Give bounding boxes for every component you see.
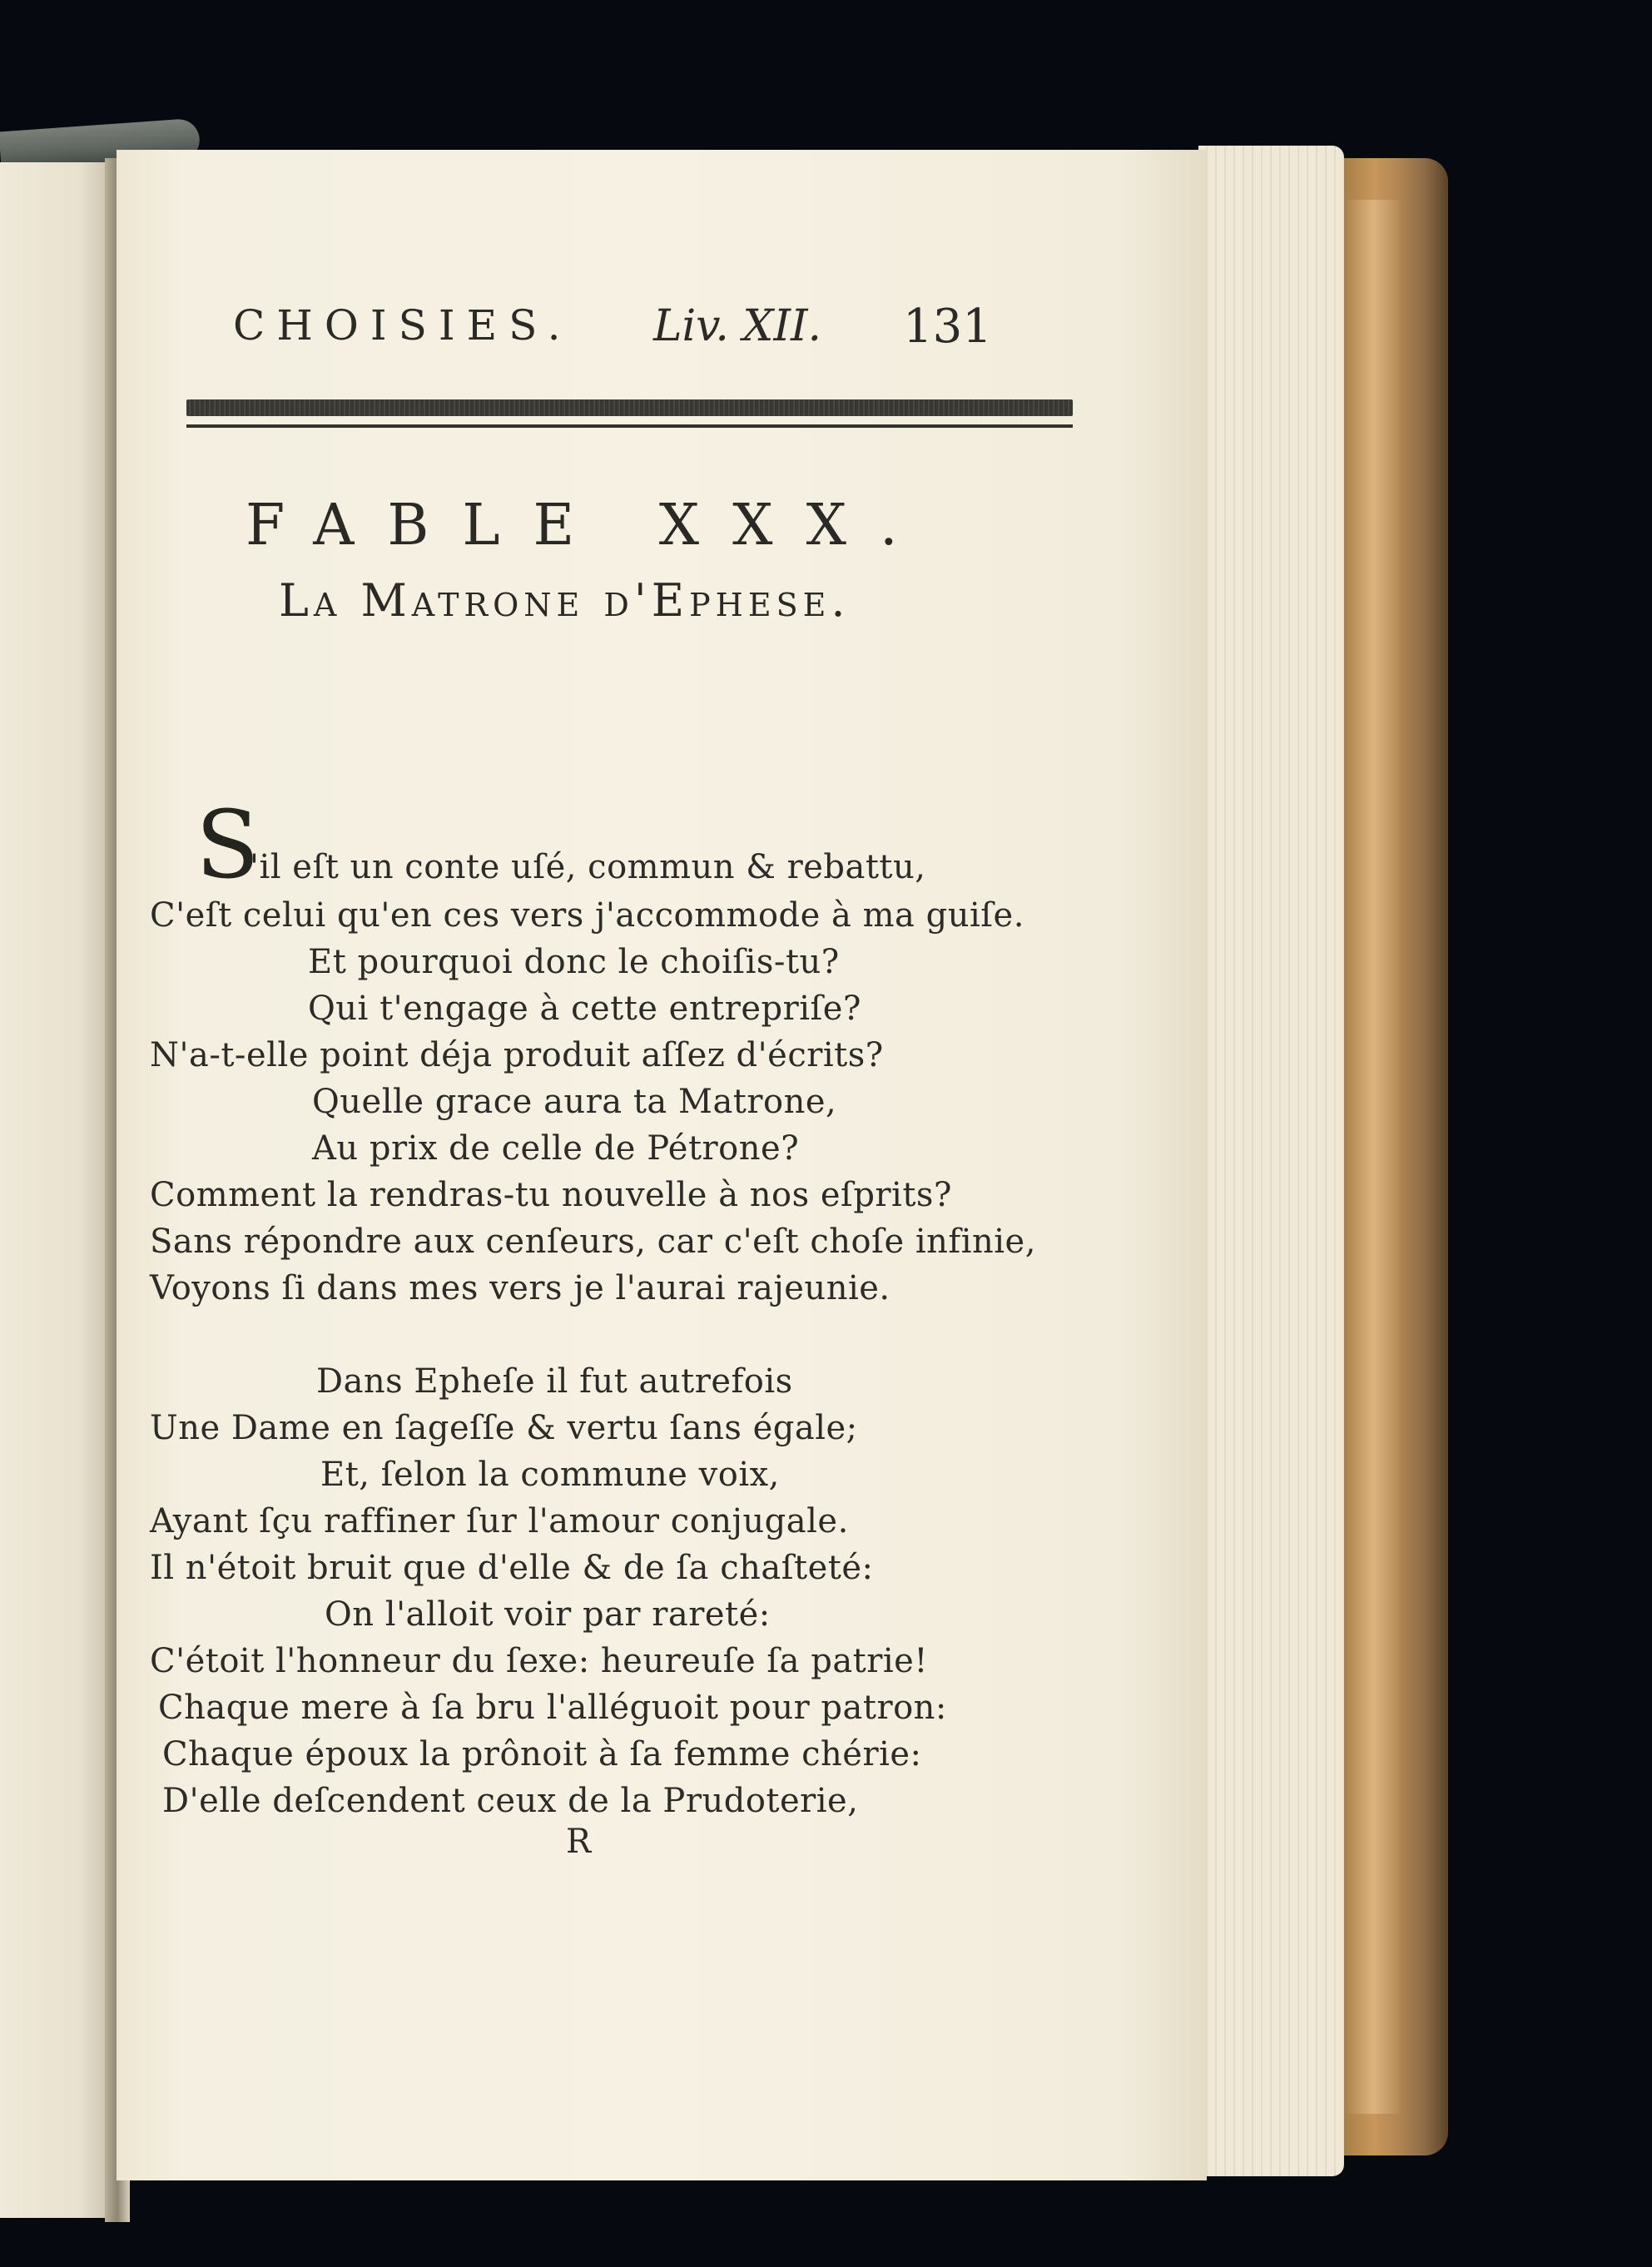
verse-line: Au prix de celle de Pétrone?: [312, 1129, 800, 1168]
verse-line: C'eſt celui qu'en ces vers j'accommode à ma guiſe.: [150, 896, 1024, 935]
verse-line: Ayant ſçu raffiner ſur l'amour conjugale.: [150, 1502, 849, 1540]
verse-line: Qui t'engage à cette entrepriſe?: [308, 990, 861, 1028]
page-number: 131: [903, 300, 992, 354]
fable-heading: FABLE XXX.: [246, 493, 931, 558]
verse-line: Sans répondre aux cenſeurs, car c'eſt choſe infinie,: [150, 1223, 1036, 1261]
verse-line: Et, ſelon la commune voix,: [320, 1456, 780, 1494]
verse-line: Chaque mere à ſa bru l'alléguoit pour patron:: [158, 1689, 947, 1727]
verse-line: On l'alloit voir par rareté:: [325, 1595, 771, 1634]
verse-line: Il n'étoit bruit que d'elle & de ſa chaſteté:: [150, 1549, 874, 1587]
signature-mark: R: [566, 1823, 592, 1861]
ornamental-rule: [186, 399, 1073, 416]
verse-line: Chaque époux la prônoit à ſa femme chérie:: [162, 1735, 922, 1773]
cover-highlight: [1344, 200, 1402, 2114]
running-head-book: Liv. XII.: [653, 301, 822, 351]
verse-line: Une Dame en ſageſſe & vertu ſans égale;: [150, 1409, 858, 1447]
verse-line: Comment la rendras-tu nouvelle à nos eſprits?: [150, 1176, 952, 1214]
left-page-edge: [0, 162, 115, 2218]
verse-line: 'il eſt un conte uſé, commun & rebattu,: [250, 848, 926, 886]
book-page: [117, 150, 1207, 2180]
drop-cap: S: [196, 791, 260, 900]
verse-line: Et pourquoi donc le choiſis-tu?: [308, 943, 840, 981]
thin-rule: [186, 424, 1073, 428]
verse-line: Quelle grace aura ta Matrone,: [312, 1083, 837, 1121]
verse-line: C'étoit l'honneur du ſexe: heureuſe ſa patrie!: [150, 1642, 928, 1680]
page-stack-edge: [1198, 146, 1344, 2176]
verse-line: N'a-t-elle point déja produit aſſez d'écrits?: [150, 1036, 884, 1074]
verse-line: Voyons ſi dans mes vers je l'aurai rajeunie.: [150, 1269, 890, 1307]
running-head-title: CHOISIES.: [233, 301, 573, 350]
verse-line: D'elle deſcendent ceux de la Prudoterie,: [162, 1782, 859, 1820]
fable-title: La Matrone d'Ephese.: [279, 574, 851, 627]
verse-line: Dans Epheſe il fut autrefois: [316, 1362, 793, 1401]
